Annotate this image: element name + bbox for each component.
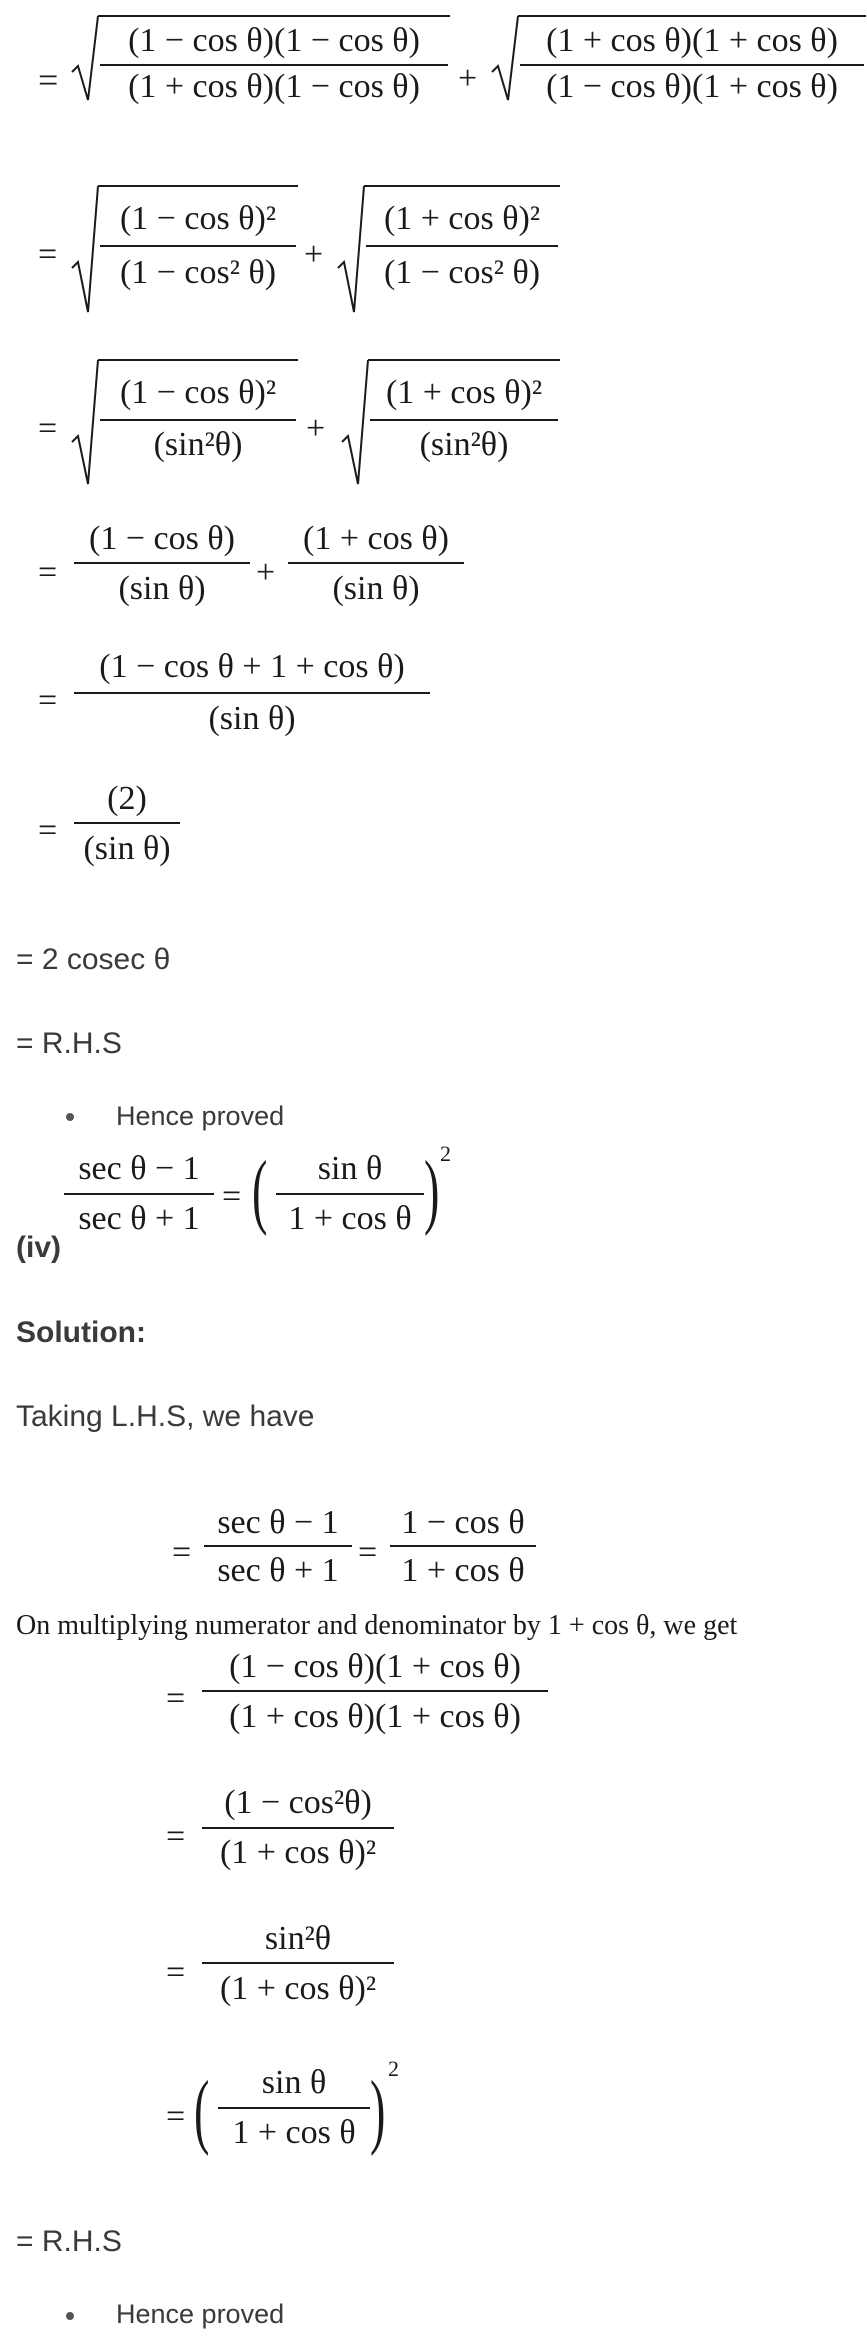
multiply-note: On multiplying numerator and denominator by 1 + cos θ, we get — [16, 1610, 738, 1641]
sqrt-sign — [340, 358, 370, 488]
fraction-bar — [74, 692, 430, 694]
bullet-dot — [66, 2312, 74, 2320]
denominator: 1 + cos θ — [288, 1200, 412, 1237]
fraction — [200, 1972, 396, 2006]
solution-heading: Solution: — [16, 1316, 146, 1349]
numerator: sec θ − 1 — [217, 1504, 339, 1541]
fraction-bar — [202, 1962, 394, 1964]
equals-sign: = — [38, 60, 59, 100]
fraction-bar — [520, 64, 864, 66]
equals-sign: = — [38, 812, 58, 849]
fraction — [202, 1506, 354, 1540]
fraction — [200, 1836, 396, 1870]
cosec-result: = 2 cosec θ — [16, 943, 171, 976]
fraction-bar — [288, 562, 464, 564]
numerator: (1 − cos θ)(1 + cos θ) — [229, 1648, 521, 1685]
plus-sign: + — [306, 410, 326, 447]
denominator: 1 + cos θ — [401, 1552, 525, 1589]
numerator: (2) — [107, 780, 147, 817]
hence-proved: Hence proved — [116, 2299, 285, 2329]
numerator: (1 − cos²θ) — [224, 1784, 372, 1821]
sqrt-overline — [364, 185, 560, 187]
sqrt-sign — [70, 184, 100, 316]
equals-sign: = — [166, 1680, 186, 1717]
sqrt-sign — [490, 14, 520, 104]
fraction — [72, 522, 252, 556]
fraction — [286, 572, 466, 606]
sqrt-sign — [70, 14, 100, 104]
fraction — [364, 256, 560, 290]
denominator: (sin θ) — [118, 570, 206, 607]
numerator: sec θ − 1 — [78, 1150, 200, 1187]
denominator: (1 + cos θ)(1 + cos θ) — [229, 1698, 521, 1735]
fraction — [98, 376, 298, 410]
hence-proved: Hence proved — [116, 1101, 285, 1131]
numerator: (1 − cos θ) — [89, 520, 235, 557]
numerator: sin θ — [317, 1150, 383, 1187]
fraction-bar — [74, 562, 250, 564]
fraction — [518, 70, 866, 104]
denominator: (sin θ) — [332, 570, 420, 607]
fraction — [200, 1922, 396, 1956]
denominator: (1 + cos θ)² — [219, 1834, 377, 1871]
fraction — [72, 782, 182, 816]
fraction-bar — [202, 1827, 394, 1829]
exponent: 2 — [388, 2056, 399, 2081]
fraction — [286, 522, 466, 556]
denominator: (1 + cos θ)(1 − cos θ) — [128, 68, 420, 105]
equals-sign: = — [38, 410, 58, 447]
plus-sign: + — [256, 554, 276, 591]
right-paren: ) — [424, 1144, 440, 1237]
fraction-bar — [370, 419, 558, 421]
denominator: (sin²θ) — [153, 426, 243, 463]
equals-sign: = — [166, 1818, 186, 1855]
fraction — [98, 202, 298, 236]
sqrt-overline — [368, 359, 560, 361]
fraction — [98, 428, 298, 462]
equals-sign: = — [166, 1954, 186, 1991]
rhs-line: = R.H.S — [16, 2225, 122, 2258]
fraction — [202, 1554, 354, 1588]
fraction-bar — [276, 1193, 424, 1195]
bullet-dot — [66, 1113, 74, 1121]
denominator: (1 − cos θ)(1 + cos θ) — [546, 68, 838, 105]
fraction-bar — [74, 822, 180, 824]
fraction — [200, 1700, 550, 1734]
fraction-bar — [202, 1690, 548, 1692]
fraction — [98, 70, 450, 104]
numerator: (1 + cos θ)² — [383, 200, 541, 237]
fraction-bar — [204, 1545, 352, 1547]
plus-sign: + — [304, 236, 324, 273]
numerator: (1 − cos θ)² — [119, 200, 277, 237]
fraction — [72, 702, 432, 736]
fraction — [62, 1202, 216, 1236]
numerator: (1 + cos θ)² — [385, 374, 543, 411]
numerator: sin θ — [261, 2064, 327, 2101]
denominator: (sin θ) — [83, 830, 171, 867]
denominator: (1 + cos θ)² — [219, 1970, 377, 2007]
equals-sign: = — [358, 1534, 378, 1571]
sqrt-overline — [98, 359, 298, 361]
sqrt-sign — [336, 184, 366, 316]
equals-sign: = — [38, 554, 58, 591]
equals-sign: = — [38, 682, 58, 719]
denominator: sec θ + 1 — [217, 1552, 339, 1589]
fraction-bar — [100, 419, 296, 421]
equals-sign: = — [38, 236, 58, 273]
fraction-bar — [366, 245, 558, 247]
right-paren: ) — [370, 2064, 386, 2157]
fraction — [200, 1786, 396, 1820]
fraction — [364, 202, 560, 236]
numerator: sin²θ — [264, 1920, 332, 1957]
numerator: (1 + cos θ) — [303, 520, 449, 557]
sqrt-overline — [98, 15, 450, 17]
fraction-bar — [100, 245, 296, 247]
fraction — [274, 1202, 426, 1236]
left-paren: ( — [252, 1144, 268, 1237]
fraction — [72, 650, 432, 684]
denominator: (1 − cos² θ) — [383, 254, 541, 291]
left-paren: ( — [194, 2064, 210, 2157]
fraction-bar — [218, 2107, 370, 2109]
denominator: (1 − cos² θ) — [119, 254, 277, 291]
fraction — [518, 24, 866, 58]
equals-sign: = — [172, 1534, 192, 1571]
plus-sign: + — [458, 60, 478, 97]
sqrt-overline — [518, 15, 866, 17]
fraction — [62, 1152, 216, 1186]
exponent: 2 — [440, 1141, 451, 1166]
part-label: (iv) — [16, 1231, 61, 1264]
fraction-bar — [390, 1545, 536, 1547]
denominator: (sin θ) — [208, 700, 296, 737]
fraction — [274, 1152, 426, 1186]
denominator: (sin²θ) — [419, 426, 509, 463]
fraction — [388, 1554, 538, 1588]
fraction — [72, 572, 252, 606]
equals-sign: = — [166, 2098, 186, 2135]
denominator: 1 + cos θ — [232, 2114, 356, 2151]
equals-sign: = — [222, 1178, 242, 1215]
numerator: (1 − cos θ)² — [119, 374, 277, 411]
numerator: (1 − cos θ + 1 + cos θ) — [99, 648, 405, 685]
taking-lhs-text: Taking L.H.S, we have — [16, 1400, 315, 1433]
fraction — [98, 256, 298, 290]
fraction-bar — [100, 64, 448, 66]
numerator: (1 − cos θ)(1 − cos θ) — [128, 22, 420, 59]
sqrt-overline — [98, 185, 298, 187]
fraction — [368, 376, 560, 410]
fraction — [72, 832, 182, 866]
fraction — [388, 1506, 538, 1540]
numerator: 1 − cos θ — [401, 1504, 525, 1541]
fraction — [368, 428, 560, 462]
fraction-bar — [64, 1193, 214, 1195]
denominator: sec θ + 1 — [78, 1200, 200, 1237]
fraction — [98, 24, 450, 58]
fraction — [216, 2116, 372, 2150]
fraction — [216, 2066, 372, 2100]
fraction — [200, 1650, 550, 1684]
rhs-line: = R.H.S — [16, 1027, 122, 1060]
sqrt-sign — [70, 358, 100, 488]
numerator: (1 + cos θ)(1 + cos θ) — [546, 22, 838, 59]
